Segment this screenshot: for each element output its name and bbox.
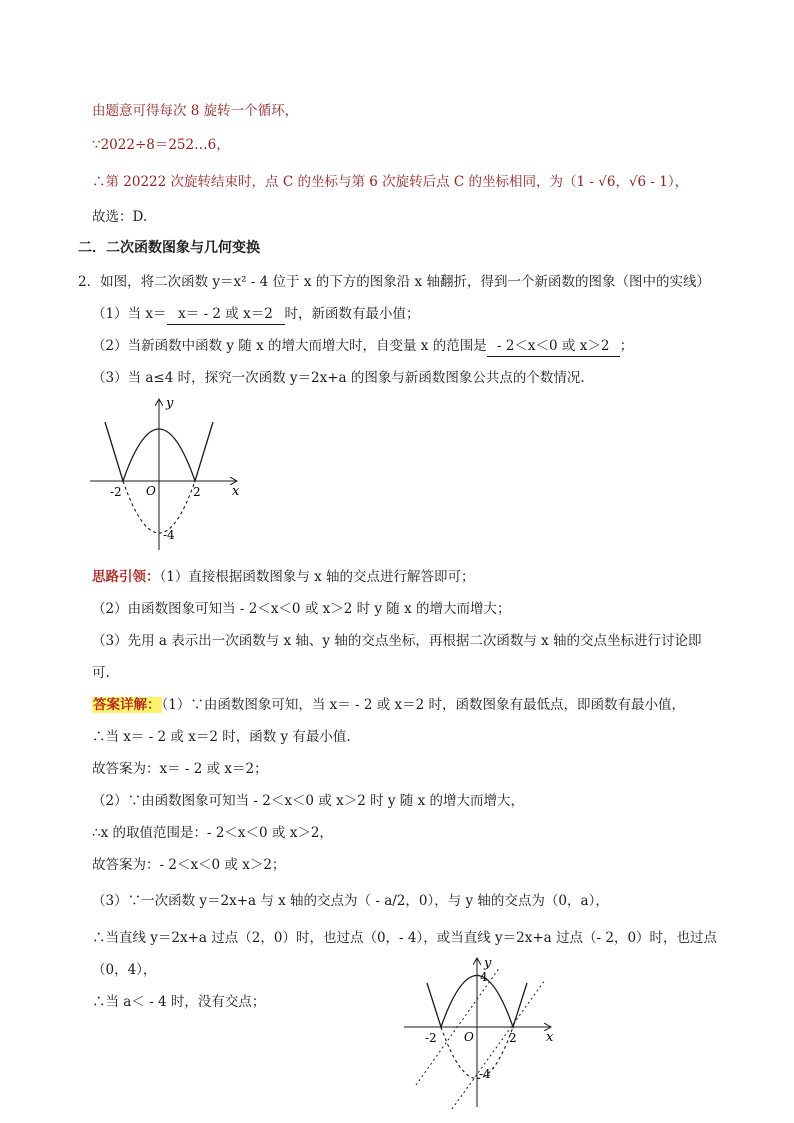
answer-line-5: ∴x 的取值范围是：- 2＜x＜0 或 x＞2， xyxy=(92,825,333,841)
problem-stem: 2．如图，将二次函数 y＝x² - 4 位于 x 的下方的图象沿 x 轴翻折，得到一个新函数的图象（图中的实线） xyxy=(78,274,710,290)
tick-label-left: -2 xyxy=(425,1031,437,1045)
answer-line-10: ∴当 a＜ - 4 时，没有交点； xyxy=(92,994,266,1010)
figure-1-graph xyxy=(86,392,256,557)
tick-label-left: -2 xyxy=(110,485,122,499)
y-axis-label: y xyxy=(166,396,174,411)
answer-line-3: 故答案为：x＝ - 2 或 x＝2； xyxy=(92,761,268,777)
q1-prefix: （1）当 x＝ xyxy=(92,306,167,322)
answer-line-9: （0，4）， xyxy=(92,962,157,978)
tick-label-bottom: -4 xyxy=(479,1067,491,1081)
prev-line-1: 由题意可得每次 8 旋转一个循环， xyxy=(92,103,299,119)
dotted-line-2 xyxy=(452,980,545,1109)
q2-answer-blank: - 2＜x＜0 或 x＞2 xyxy=(487,336,620,357)
figure-2-graph xyxy=(400,955,565,1115)
tick-label-bottom: -4 xyxy=(163,528,175,542)
origin-label: O xyxy=(464,1030,474,1044)
hint-text-1: （1）直接根据函数图象与 x 轴的交点进行解答即可； xyxy=(159,569,475,585)
q1-suffix: 时，新函数有最小值； xyxy=(284,306,420,322)
q2-prefix: （2）当新函数中函数 y 随 x 的增大而增大时，自变量 x 的范围是 xyxy=(92,338,487,354)
tick-label-right: 2 xyxy=(193,485,201,499)
prev-line-3: ∴第 20222 次旋转结束时，点 C 的坐标与第 6 次旋转后点 C 的坐标相同，为（1 - √6，√6 - 1）， xyxy=(92,174,689,190)
hint-line-4: 可. xyxy=(92,665,110,681)
hint-line-1 xyxy=(92,567,475,587)
tick-label-right: 2 xyxy=(509,1031,517,1045)
answer-line-8: ∴当直线 y＝2x+a 过点（2，0）时，也过点（0，- 4），或当直线 y＝2x+a 过点（- 2，0）时，也过点 xyxy=(92,930,718,946)
tick-label-top: 4 xyxy=(480,970,488,984)
hint-label: 思路引领： xyxy=(92,569,160,585)
prev-line-2: ∵2022÷8＝252…6， xyxy=(92,137,230,153)
x-axis-label: x xyxy=(546,1030,554,1045)
answer-label: 答案详解： xyxy=(93,697,161,713)
answer-line-1 xyxy=(92,695,685,715)
answer-line-6: 故答案为：- 2＜x＜0 或 x＞2； xyxy=(92,857,286,873)
section-title: 二．二次函数图象与几何变换 xyxy=(78,240,260,256)
hint-line-3: （3）先用 a 表示出一次函数与 x 轴、y 轴的交点坐标，再根据二次函数与 x 轴的交点坐标进行讨论即 xyxy=(92,633,702,649)
prev-line-4: 故选：D. xyxy=(92,209,148,225)
y-axis-label: y xyxy=(484,956,492,971)
question-2 xyxy=(92,336,633,357)
origin-label: O xyxy=(146,484,156,498)
question-3: （3）当 a≤4 时，探究一次函数 y＝2x+a 的图象与新函数图象公共点的个数情况. xyxy=(92,370,585,386)
x-axis-label: x xyxy=(232,484,240,499)
hint-line-2: （2）由函数图象可知当 - 2＜x＜0 或 x＞2 时 y 随 x 的增大而增大； xyxy=(92,601,511,617)
q1-answer-blank: x＝ - 2 或 x＝2 xyxy=(167,304,285,325)
answer-line-4: （2）∵由函数图象可知当 - 2＜x＜0 或 x＞2 时 y 随 x 的增大而增大， xyxy=(92,793,525,809)
answer-line-7: （3）∵一次函数 y＝2x+a 与 x 轴的交点为（ - a/2，0），与 y 轴的交点为（0，a）， xyxy=(92,893,609,909)
q2-suffix: ； xyxy=(619,338,634,354)
answer-line-2: ∴当 x＝ - 2 或 x＝2 时，函数 y 有最小值. xyxy=(92,729,351,745)
question-1 xyxy=(92,304,420,325)
answer-text-1: （1）∵由函数图象可知，当 x＝ - 2 或 x＝2 时，函数图象有最低点，即函数有最小值， xyxy=(161,697,686,713)
